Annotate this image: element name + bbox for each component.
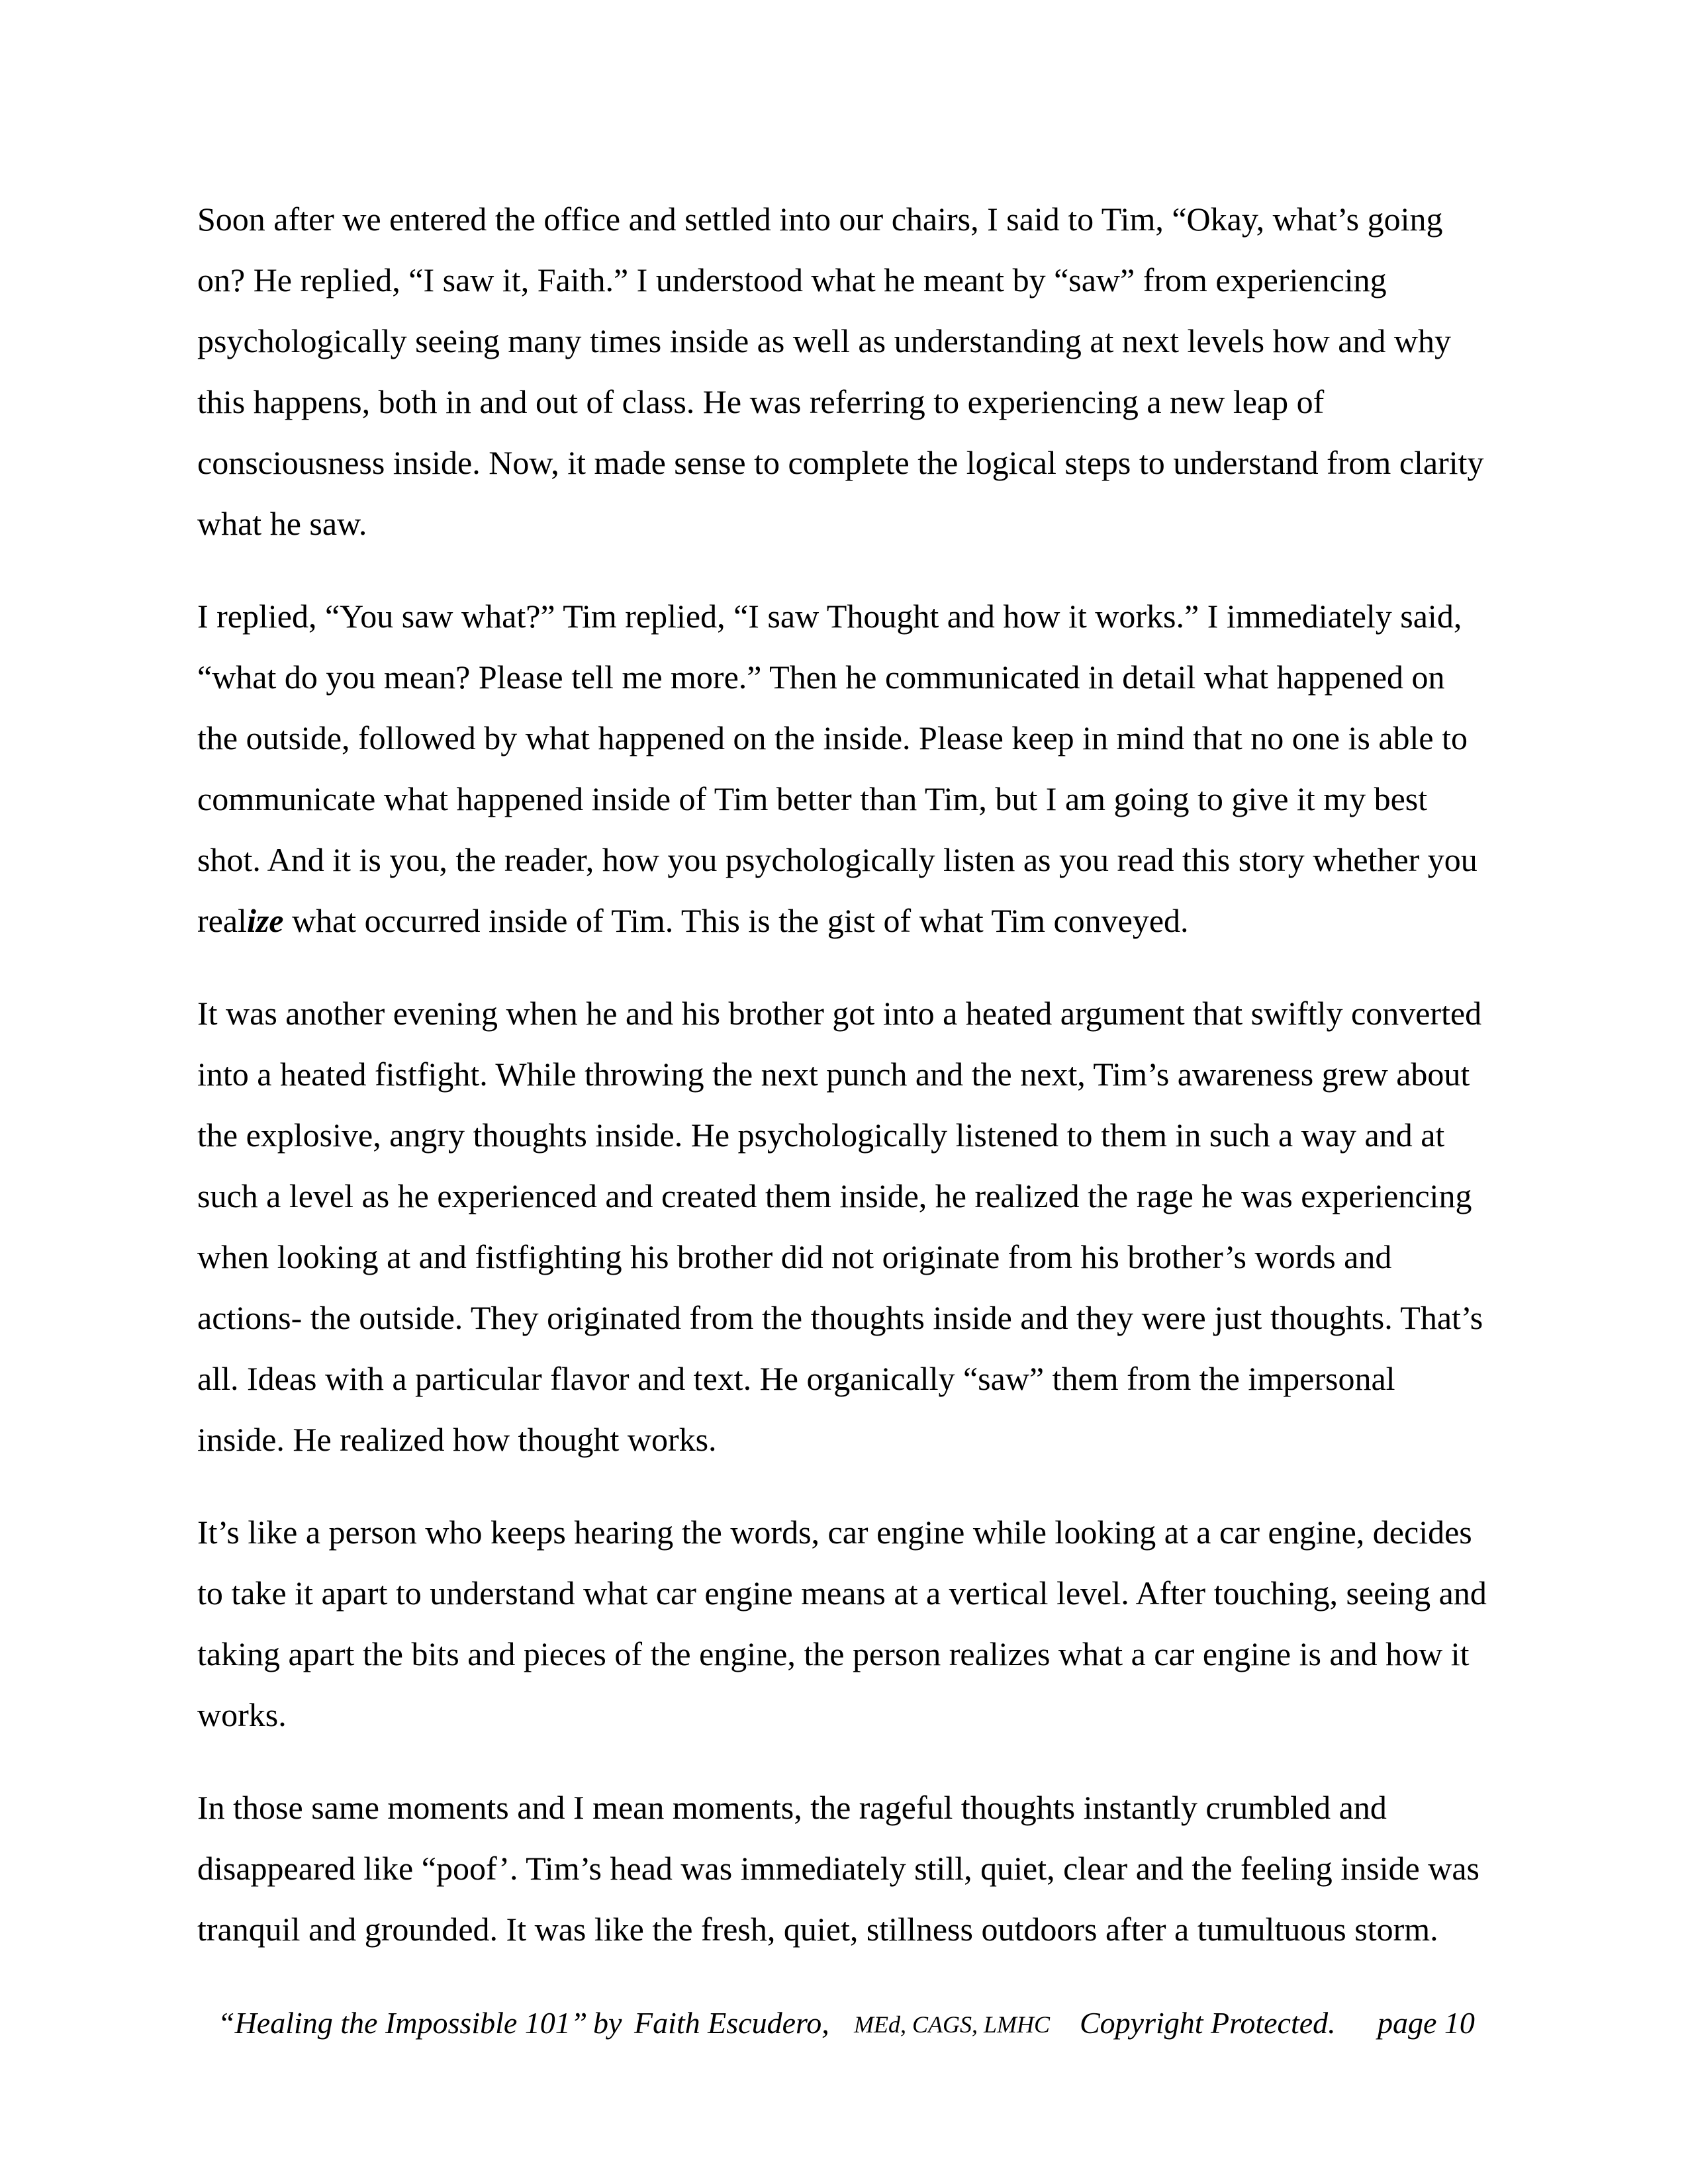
text-line: the explosive, angry thoughts inside. He psychologically listened to them in such a way and at [197, 1116, 1445, 1154]
text-line: Soon after we entered the office and settled into our chairs, I said to Tim, “Okay, what’s going [197, 201, 1443, 238]
text-line: to take it apart to understand what car engine means at a vertical level. After touching, seeing and [197, 1574, 1487, 1612]
text-line: shot. And it is you, the reader, how you psychologically listen as you read this story whether you [197, 841, 1477, 878]
text-line: disappeared like “poof’. Tim’s head was immediately still, quiet, clear and the feeling inside was [197, 1850, 1479, 1887]
paragraph [197, 983, 1487, 1470]
text-segment: real [197, 902, 247, 939]
text-line: works. [197, 1696, 287, 1733]
text-line: It’s like a person who keeps hearing the words, car engine while looking at a car engine, decides [197, 1514, 1472, 1551]
text-line: this happens, both in and out of class. He was referring to experiencing a new leap of [197, 383, 1325, 420]
footer-credentials: MEd, CAGS, LMHC [854, 2011, 1050, 2038]
text-line: It was another evening when he and his brother got into a heated argument that swiftly converted [197, 995, 1482, 1032]
text-line: all. Ideas with a particular flavor and text. He organically “saw” them from the impersonal [197, 1360, 1395, 1397]
text-line: actions- the outside. They originated from the thoughts inside and they were just thoughts. That’s [197, 1299, 1483, 1336]
paragraph [197, 189, 1487, 554]
footer-copyright: Copyright Protected. [1080, 2006, 1336, 2040]
text-line: when looking at and fistfighting his brother did not originate from his brother’s words and [197, 1238, 1392, 1275]
text-line: taking apart the bits and pieces of the engine, the person realizes what a car engine is and how it [197, 1635, 1470, 1672]
emphasized-text: ize [246, 902, 284, 939]
text-line: tranquil and grounded. It was like the fresh, quiet, stillness outdoors after a tumultuous storm. [197, 1911, 1438, 1948]
footer-author: Faith Escudero, [634, 2006, 829, 2040]
paragraph [197, 1777, 1487, 1960]
paragraph [197, 1502, 1487, 1745]
text-line: I replied, “You saw what?” Tim replied, “I saw Thought and how it works.” I immediately said, [197, 598, 1462, 635]
text-line: “what do you mean? Please tell me more.” Then he communicated in detail what happened on [197, 659, 1445, 696]
text-line: psychologically seeing many times inside as well as understanding at next levels how and why [197, 322, 1452, 359]
text-line: such a level as he experienced and created them inside, he realized the rage he was experiencing [197, 1177, 1472, 1214]
footer-by: by [593, 2006, 622, 2040]
footer-page-number: page 10 [1378, 2006, 1475, 2040]
page-footer [0, 2005, 1688, 2052]
text-line: inside. He realized how thought works. [197, 1421, 717, 1458]
paragraph [197, 586, 1487, 951]
text-line: into a heated fistfight. While throwing the next punch and the next, Tim’s awareness grew about [197, 1056, 1470, 1093]
text-segment: what occurred inside of Tim. This is the gist of what Tim conveyed. [283, 902, 1189, 939]
text-line [197, 890, 1487, 951]
footer-title: “Healing the Impossible 101” [218, 2006, 588, 2040]
text-line: In those same moments and I mean moments, the rageful thoughts instantly crumbled and [197, 1789, 1387, 1826]
text-line: communicate what happened inside of Tim better than Tim, but I am going to give it my best [197, 780, 1428, 817]
body-text [197, 189, 1487, 1991]
text-line: consciousness inside. Now, it made sense to complete the logical steps to understand from clarity [197, 444, 1484, 481]
text-line: on? He replied, “I saw it, Faith.” I understood what he meant by “saw” from experiencing [197, 261, 1387, 298]
text-line: what he saw. [197, 505, 367, 542]
text-line: the outside, followed by what happened on the inside. Please keep in mind that no one is able to [197, 719, 1468, 756]
